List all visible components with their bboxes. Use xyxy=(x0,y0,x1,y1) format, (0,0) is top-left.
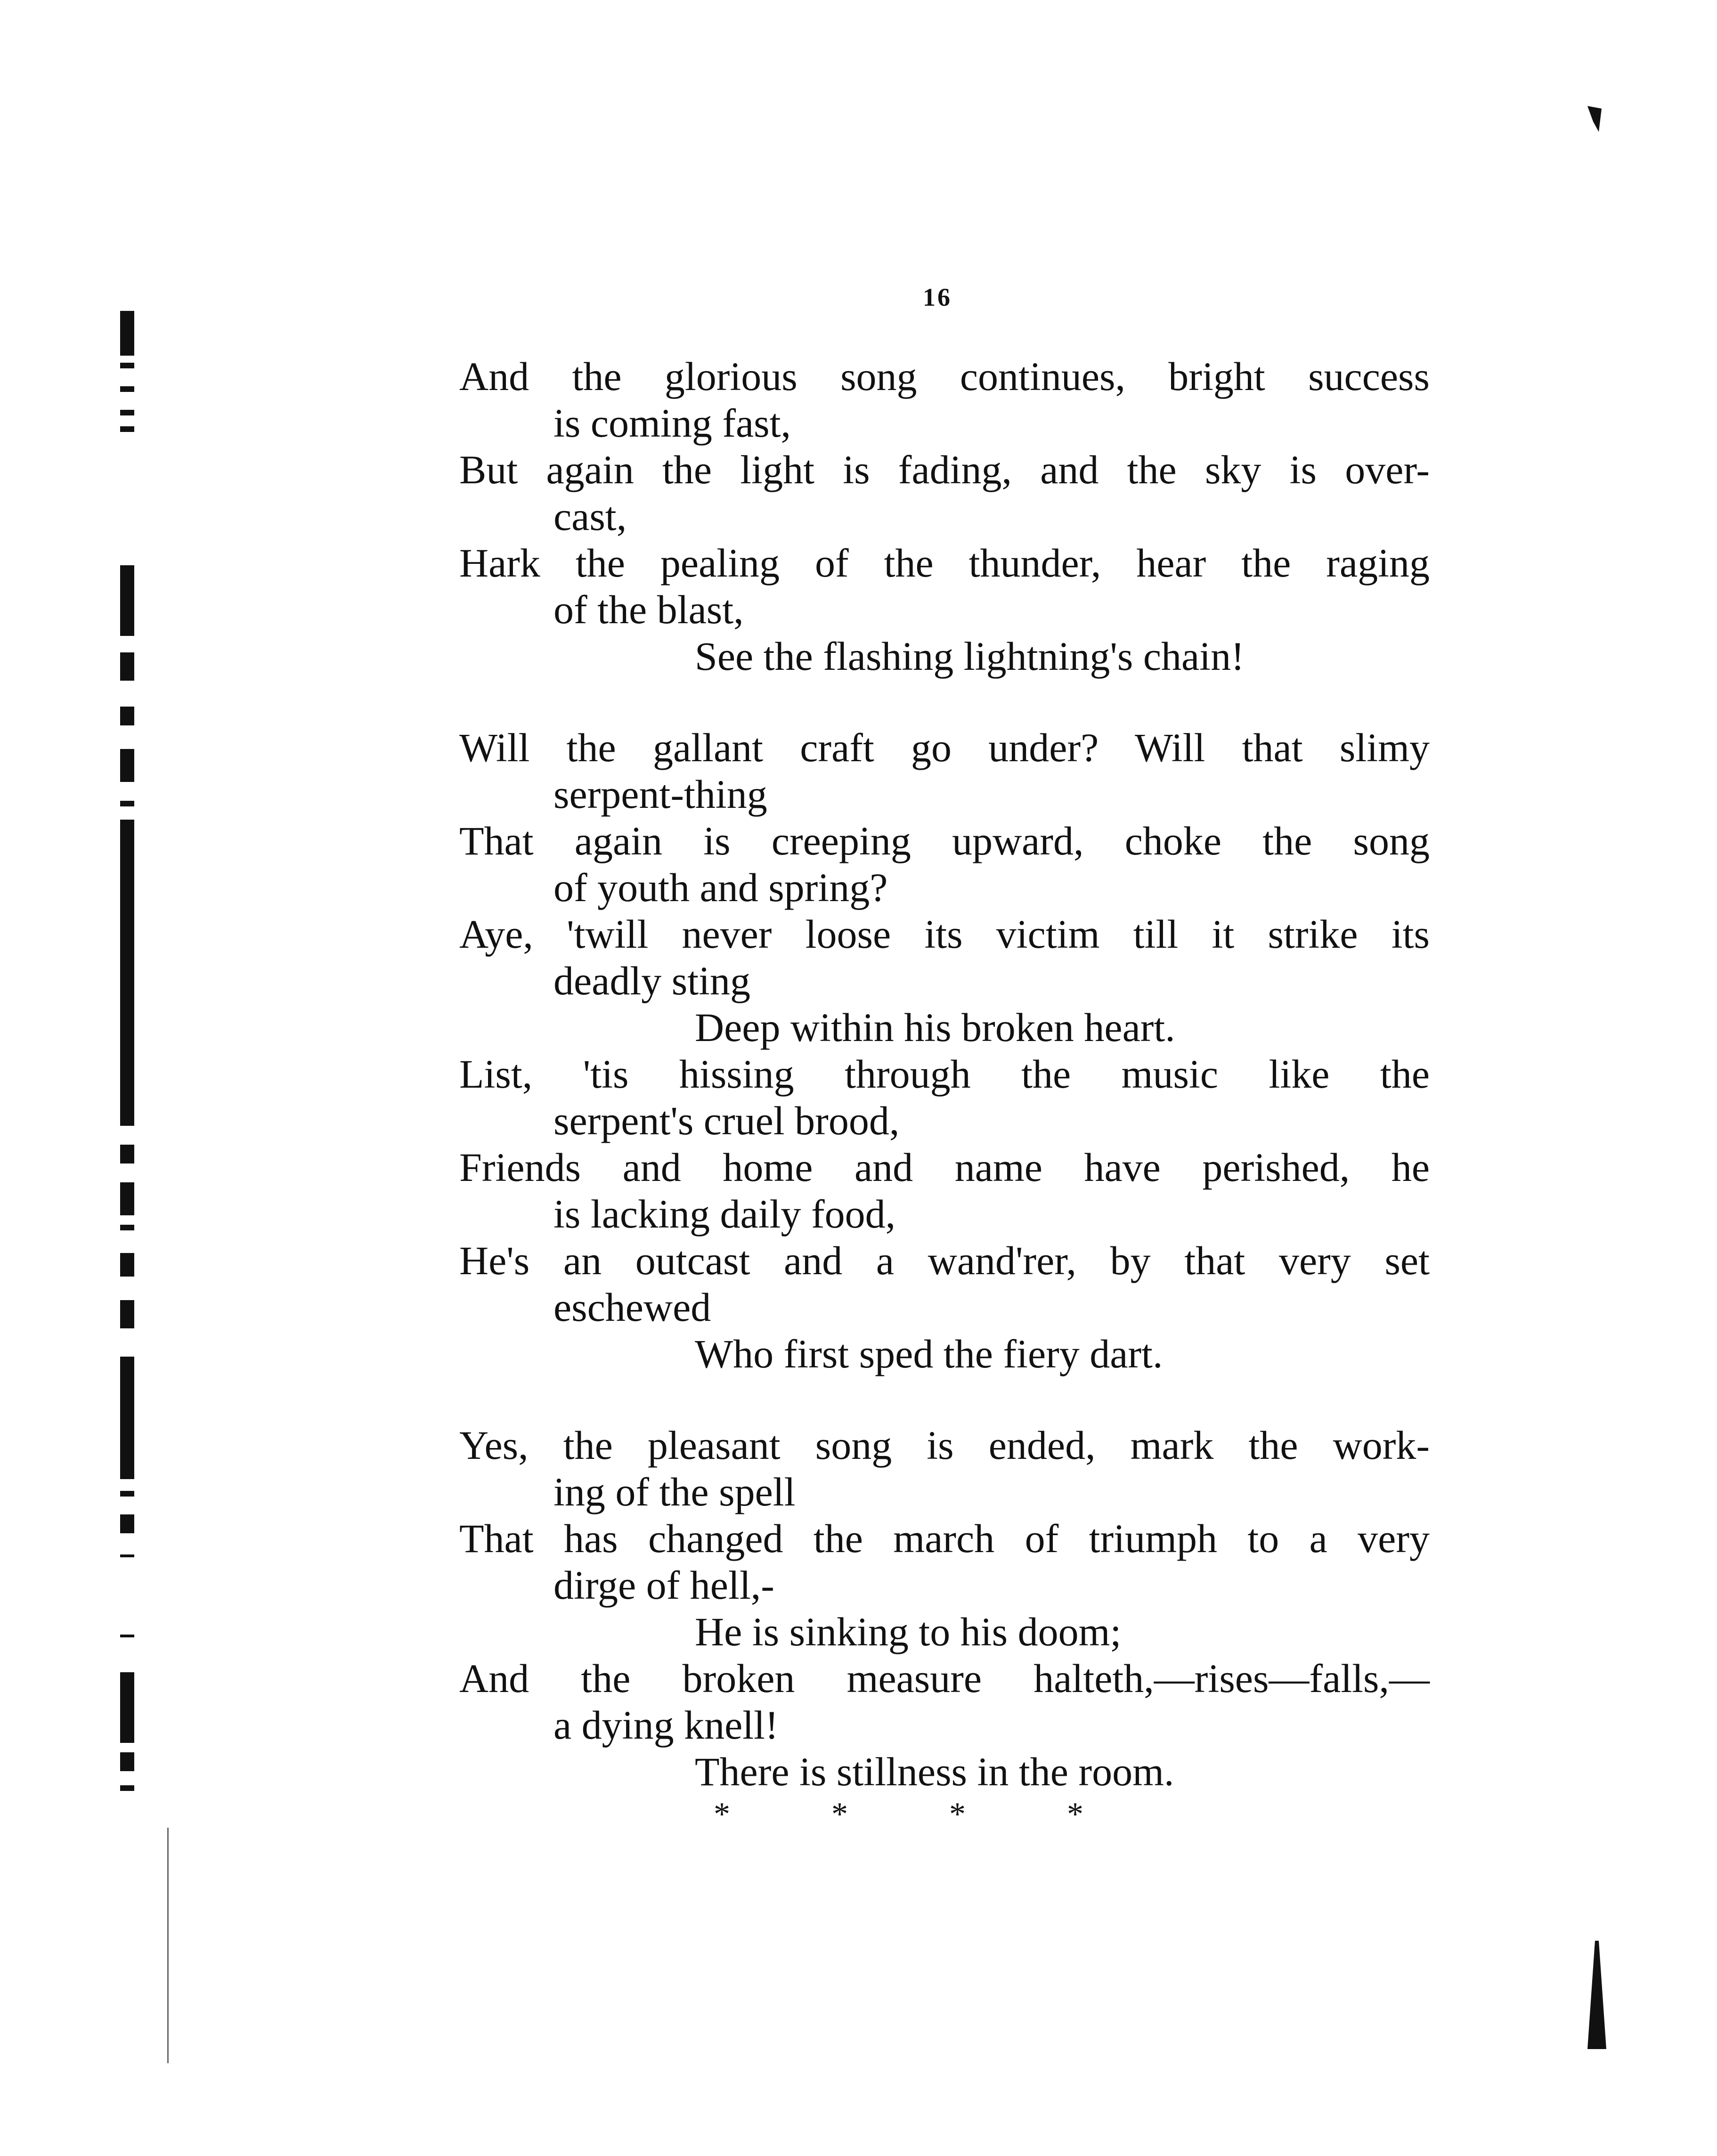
poem-line: Friends and home and name have perished, he xyxy=(459,1145,1430,1190)
poem-line: Yes, the pleasant song is ended, mark the work- xyxy=(459,1423,1430,1468)
asterisk-ornament: * xyxy=(1067,1796,1083,1832)
scan-mark xyxy=(120,1441,134,1479)
stanza xyxy=(459,724,1430,1377)
poem-line: Will the gallant craft go under? Will that slimy xyxy=(459,725,1430,770)
stanza xyxy=(459,353,1430,680)
poem-line: serpent's cruel brood, xyxy=(553,1098,900,1143)
poem-line: Aye, 'twill never loose its victim till it strike its xyxy=(459,911,1430,957)
poem-line: of youth and spring? xyxy=(553,865,888,910)
scan-mark xyxy=(120,1514,134,1533)
poem-line: Deep within his broken heart. xyxy=(695,1005,1175,1050)
scan-mark xyxy=(120,1182,134,1215)
poem-line: That again is creeping upward, choke the song xyxy=(459,818,1430,863)
poem-line: That has changed the march of triumph to a very xyxy=(459,1516,1430,1561)
poem-line: a dying knell! xyxy=(553,1702,779,1748)
scan-mark xyxy=(120,1300,134,1328)
poem-line: There is stillness in the room. xyxy=(695,1749,1174,1794)
poem-line: Who first sped the fiery dart. xyxy=(695,1331,1163,1376)
poem-line: And the broken measure halteth,—rises—falls,— xyxy=(459,1656,1430,1701)
section-ornament xyxy=(459,1798,1430,1831)
poem-line: cast, xyxy=(553,494,627,539)
poem-line: deadly sting xyxy=(553,958,750,1003)
asterisk-ornament: * xyxy=(714,1796,730,1832)
scan-mark xyxy=(120,1253,134,1277)
scan-mark xyxy=(120,1554,134,1557)
scan-mark xyxy=(120,311,134,356)
scan-mark xyxy=(120,1752,134,1771)
stanza xyxy=(459,1422,1430,1795)
poem-line: List, 'tis hissing through the music like the xyxy=(459,1051,1430,1097)
scan-mark xyxy=(120,749,134,782)
page-number: 16 xyxy=(923,283,952,311)
poem-line: And the glorious song continues, bright success xyxy=(459,354,1430,399)
poem-line: He's an outcast and a wand'rer, by that very set xyxy=(459,1238,1430,1283)
scan-mark xyxy=(120,1491,134,1497)
poem-body xyxy=(459,353,1430,1831)
poem-line: serpent-thing xyxy=(553,772,767,817)
poem-line: is coming fast, xyxy=(553,400,791,446)
scan-mark xyxy=(1587,1941,1606,2049)
scan-mark xyxy=(120,1672,134,1743)
poem-line: But again the light is fading, and the sky is over- xyxy=(459,447,1430,492)
poem-line: ing of the spell xyxy=(553,1469,796,1514)
scan-mark xyxy=(120,1635,134,1637)
scan-mark xyxy=(1587,106,1602,132)
scan-mark xyxy=(120,801,134,806)
scan-mark xyxy=(120,707,134,725)
scan-mark xyxy=(120,426,134,432)
poem-line: is lacking daily food, xyxy=(553,1191,896,1237)
scan-mark xyxy=(120,1145,134,1163)
scan-mark xyxy=(120,565,134,636)
scan-mark xyxy=(120,820,134,1126)
scan-mark xyxy=(120,386,134,392)
asterisk-ornament: * xyxy=(949,1796,966,1832)
scan-mark xyxy=(120,652,134,681)
scan-mark xyxy=(120,363,134,368)
poem-line: See the flashing lightning's chain! xyxy=(695,634,1245,679)
poem-line: Hark the pealing of the thunder, hear the raging xyxy=(459,540,1430,586)
scan-mark xyxy=(120,1225,134,1230)
poem-line: dirge of hell,- xyxy=(553,1562,774,1608)
poem-line: eschewed xyxy=(553,1285,711,1330)
asterisk-ornament: * xyxy=(831,1796,848,1832)
poem-line: of the blast, xyxy=(553,587,744,632)
poem-line: He is sinking to his doom; xyxy=(695,1609,1122,1654)
scan-mark xyxy=(120,410,134,415)
scan-mark xyxy=(167,1828,169,2063)
scan-mark xyxy=(120,1785,134,1791)
